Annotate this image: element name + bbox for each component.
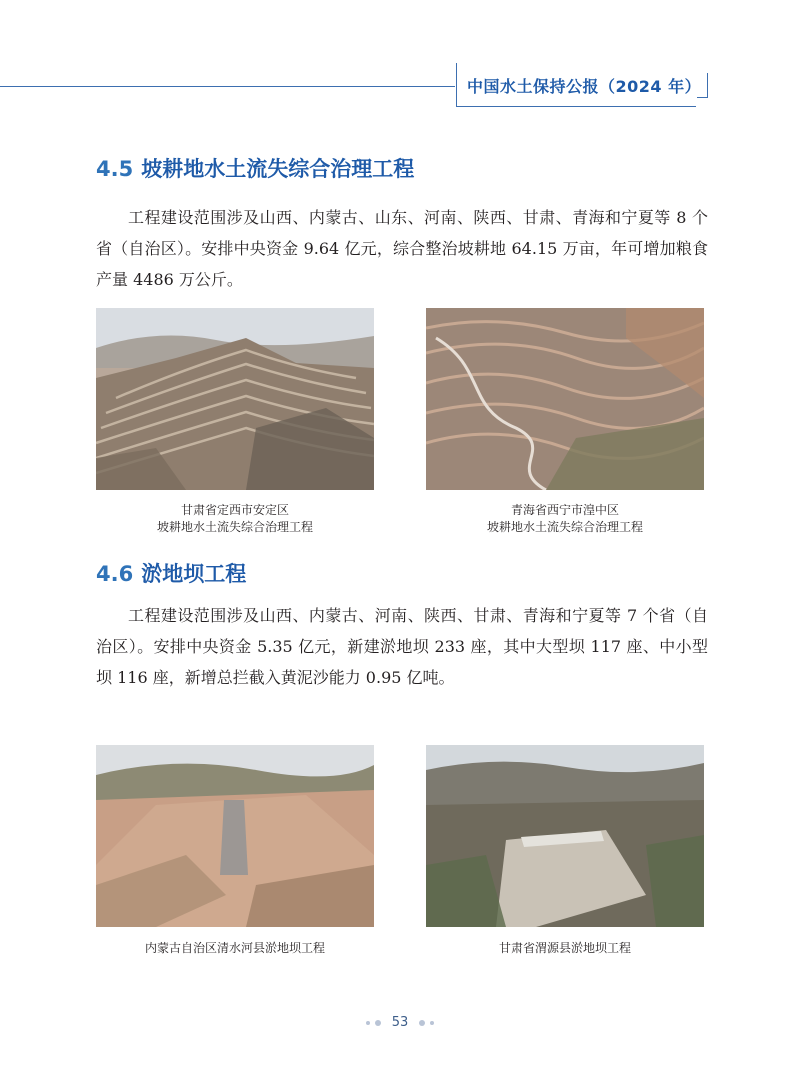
section-title: 坡耕地水土流失综合治理工程 [141,157,415,181]
section-4-5-paragraph: 工程建设范围涉及山西、内蒙古、山东、河南、陕西、甘肃、青海和宁夏等 8 个省（自治区）。安排中央资金 9.64 亿元，综合整治坡耕地 64.15 万亩，年可增加粮食产量 4486 万公斤。 [96,208,708,289]
section-4-6-heading [96,558,246,588]
section-4-5-heading [96,153,414,183]
decor-dot [430,1021,434,1025]
section-title: 淤地坝工程 [141,562,247,586]
caption-huangzhong [426,502,704,536]
decor-dot [419,1020,425,1026]
caption-line: 青海省西宁市湟中区 [510,503,619,517]
photo-qingshuihe-dam [96,745,374,927]
section-number: 4.6 [96,562,134,586]
caption-anding [96,502,374,536]
decor-dot [375,1020,381,1026]
page-number-footer [360,1012,440,1032]
caption-qingshuihe [96,940,374,957]
caption-line: 坡耕地水土流失综合治理工程 [486,520,643,534]
photo-huangzhong-terraces [426,308,704,490]
caption-line: 坡耕地水土流失综合治理工程 [156,520,313,534]
caption-line: 甘肃省定西市安定区 [180,503,289,517]
photo-anding-terraces [96,308,374,490]
caption-weiyuan [426,940,704,957]
caption-line: 内蒙古自治区清水河县淤地坝工程 [144,941,325,955]
header-rule [0,86,455,87]
page-number: 53 [391,1015,409,1030]
running-header-title: 中国水土保持公报（2024 年） [467,77,702,96]
photo-weiyuan-dam [426,745,704,927]
section-4-6-paragraph: 工程建设范围涉及山西、内蒙古、河南、陕西、甘肃、青海和宁夏等 7 个省（自治区）。安排中央资金 5.35 亿元，新建淤地坝 233 座，其中大型坝 117 座、中小型坝 116 座，新增总拦截入黄泥沙能力 0.95 亿吨。 [96,606,708,687]
caption-line: 甘肃省渭源县淤地坝工程 [498,941,631,955]
section-number: 4.5 [96,157,134,181]
decor-dot [366,1021,370,1025]
